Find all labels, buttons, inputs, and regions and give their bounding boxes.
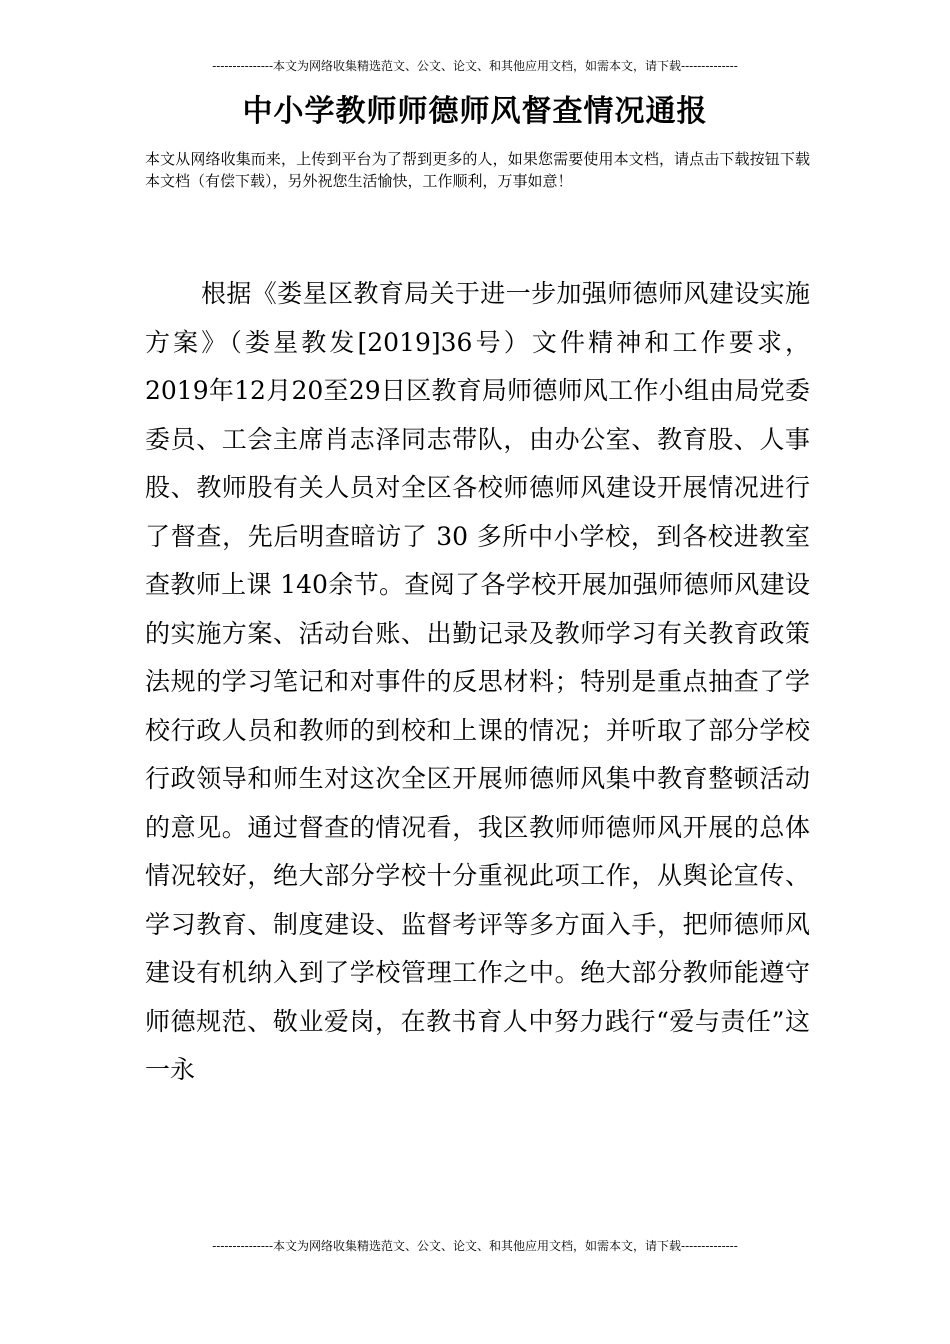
document-title: 中小学教师师德师风督查情况通报 [242,94,708,129]
header-note: ---------------本文为网络收集精选范文、公文、论文、和其他应用文档，如需本文，请下载-------------- [212,59,738,73]
intro-paragraph: 本文从网络收集而来，上传到平台为了帮到更多的人，如果您需要使用本文档，请点击下载按钮下载本文档（有偿下载），另外祝您生活愉快，工作顺利，万事如意！ [145,150,810,190]
body-paragraph: 根据《娄星区教育局关于进一步加强师德师风建设实施方案》（娄星教发[2019]36号）文件精神和工作要求，2019年12月20至29日区教育局师德师风工作小组由局党委委员、工会主席肖志泽同志带队，由办公室、教育股、人事股、教师股有关人员对全区各校师德师风建设开展情况进行了督查，先后明查暗访了 30 多所中小学校，到各校进教室查教师上课 140余节。查阅了各学校开展加强师德师风建设的实施方案、活动台账、出勤记录及教师学习有关教育政策法规的学习笔记和对事件的反思材料；特别是重点抽查了学校行政人员和教师的到校和上课的情况；并听取了部分学校行政领导和师生对这次全区开展师德师风集中教育整顿活动的意见。通过督查的情况看，我区教师师德师风开展的总体情况较好，绝大部分学校十分重视此项工作，从舆论宣传、学习教育、制度建设、监督考评等多方面入手，把师德师风建设有机纳入到了学校管理工作之中。绝大部分教师能遵守师德规范、敬业爱岗，在教书育人中努力践行“爱与责任”这一永 [145,279,810,1084]
footer-note: ---------------本文为网络收集精选范文、公文、论文、和其他应用文档，如需本文，请下载-------------- [212,1239,738,1253]
